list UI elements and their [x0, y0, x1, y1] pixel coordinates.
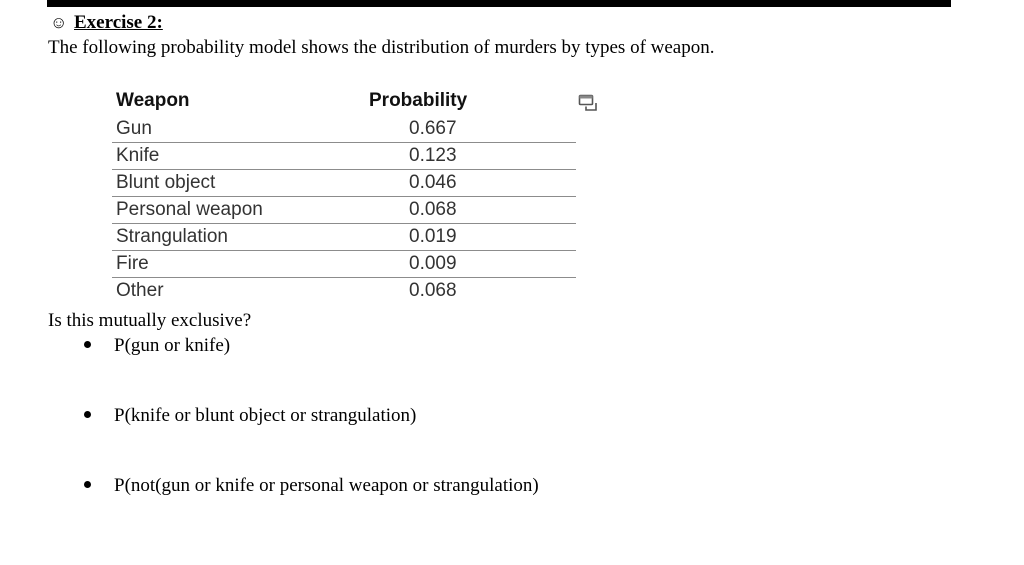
- smiley-icon: ☺: [50, 13, 68, 32]
- top-rule: [47, 0, 951, 7]
- copy-icon[interactable]: [578, 94, 598, 112]
- bullet-icon: [84, 411, 91, 418]
- table-row: [112, 197, 576, 224]
- bullet-icon: [84, 481, 91, 488]
- table-row: [112, 224, 576, 251]
- probability-cell: 0.019: [409, 226, 457, 247]
- probability-cell: 0.123: [409, 145, 457, 166]
- list-item-text: P(gun or knife): [114, 335, 231, 356]
- exercise-title: Exercise 2:: [74, 12, 163, 33]
- weapon-cell: Other: [116, 280, 164, 301]
- exercise-heading: [50, 12, 163, 34]
- probability-cell: 0.046: [409, 172, 457, 193]
- table-row: [112, 143, 576, 170]
- probability-cell: 0.667: [409, 118, 457, 139]
- weapon-column-header: Weapon: [116, 90, 190, 111]
- table-header: [112, 87, 576, 116]
- weapon-cell: Personal weapon: [116, 199, 263, 220]
- weapon-cell: Knife: [116, 145, 160, 166]
- table-row: [112, 116, 576, 143]
- bullet-icon: [84, 341, 91, 348]
- list-item: [82, 335, 231, 357]
- probability-table: [112, 87, 576, 304]
- probability-cell: 0.009: [409, 253, 457, 274]
- weapon-cell: Blunt object: [116, 172, 216, 193]
- probability-column-header: Probability: [369, 90, 468, 111]
- list-item: [82, 475, 539, 497]
- table-row: [112, 170, 576, 197]
- list-item-text: P(knife or blunt object or strangulation): [114, 405, 417, 426]
- question-text: Is this mutually exclusive?: [48, 310, 252, 331]
- list-item-text: P(not(gun or knife or personal weapon or strangulation): [114, 475, 539, 496]
- weapon-cell: Gun: [116, 118, 152, 139]
- list-item: [82, 405, 417, 427]
- weapon-cell: Fire: [116, 253, 149, 274]
- probability-cell: 0.068: [409, 280, 457, 301]
- table-row: [112, 251, 576, 278]
- intro-text: The following probability model shows the distribution of murders by types of weapon.: [48, 37, 715, 58]
- table-row: [112, 278, 576, 304]
- weapon-cell: Strangulation: [116, 226, 228, 247]
- probability-cell: 0.068: [409, 199, 457, 220]
